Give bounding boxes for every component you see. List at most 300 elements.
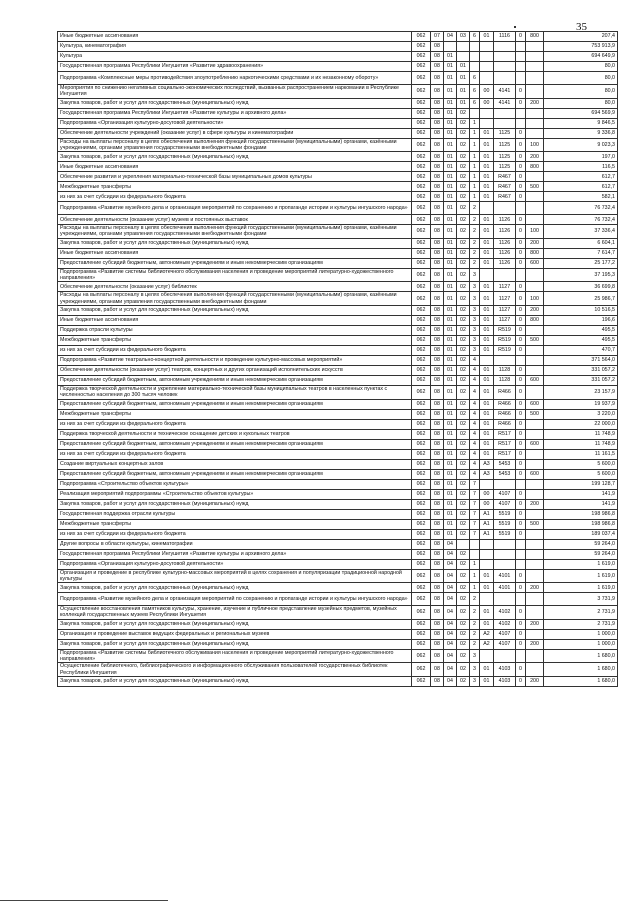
section-code: 08 xyxy=(431,72,444,85)
ministry-code: 062 xyxy=(412,593,431,606)
subprogram-code: 4 xyxy=(470,365,480,375)
direction-code: 1116 xyxy=(494,32,516,42)
direction-code: 1126 xyxy=(494,238,516,248)
section-code: 08 xyxy=(431,629,444,639)
activity-code: A2 xyxy=(480,629,494,639)
table-row xyxy=(58,509,618,519)
activity-code: 01 xyxy=(480,325,494,335)
section-code: 08 xyxy=(431,215,444,225)
ministry-code: 062 xyxy=(412,202,431,215)
expense-type-code: 200 xyxy=(526,583,544,593)
direction-code: 1127 xyxy=(494,315,516,325)
ministry-code: 062 xyxy=(412,152,431,162)
row-amount: 80,0 xyxy=(544,72,618,85)
activity-code: 01 xyxy=(480,225,494,239)
section-code: 08 xyxy=(431,569,444,583)
suffix-code: 0 xyxy=(516,85,526,99)
row-name: Предоставление субсидий бюджетным, автономным учреждениям и иным некоммерческим организациям xyxy=(58,399,412,409)
direction-code: R519 xyxy=(494,335,516,345)
activity-code: 01 xyxy=(480,439,494,449)
activity-code xyxy=(480,42,494,52)
table-row xyxy=(58,499,618,509)
suffix-code: 0 xyxy=(516,325,526,335)
subprogram-code: 1 xyxy=(470,172,480,182)
ministry-code: 062 xyxy=(412,375,431,385)
ministry-code: 062 xyxy=(412,559,431,569)
row-name: из них за счет субсидии из федерального бюджета xyxy=(58,345,412,355)
row-amount: 470,7 xyxy=(544,345,618,355)
ministry-code: 062 xyxy=(412,182,431,192)
suffix-code: 0 xyxy=(516,469,526,479)
row-amount: 1 000,0 xyxy=(544,639,618,649)
suffix-code: 0 xyxy=(516,606,526,620)
program-code: 02 xyxy=(457,619,470,629)
suffix-code xyxy=(516,268,526,282)
subsection-code: 01 xyxy=(444,182,457,192)
table-row xyxy=(58,449,618,459)
table-row xyxy=(58,305,618,315)
section-code: 08 xyxy=(431,593,444,606)
row-name: Подпрограмма «Организация культурно-досуговой деятельности» xyxy=(58,118,412,128)
activity-code: 01 xyxy=(480,606,494,620)
direction-code: 1125 xyxy=(494,152,516,162)
program-code: 02 xyxy=(457,549,470,559)
program-code: 02 xyxy=(457,325,470,335)
suffix-code: 0 xyxy=(516,629,526,639)
row-amount: 495,5 xyxy=(544,325,618,335)
subsection-code: 01 xyxy=(444,529,457,539)
direction-code: R517 xyxy=(494,449,516,459)
expense-type-code xyxy=(526,325,544,335)
direction-code: 1125 xyxy=(494,138,516,152)
ministry-code: 062 xyxy=(412,399,431,409)
ministry-code: 062 xyxy=(412,225,431,239)
ministry-code: 062 xyxy=(412,629,431,639)
subsection-code: 01 xyxy=(444,128,457,138)
ministry-code: 062 xyxy=(412,335,431,345)
expense-type-code: 800 xyxy=(526,162,544,172)
activity-code: 01 xyxy=(480,375,494,385)
direction-code: 4102 xyxy=(494,606,516,620)
table-row xyxy=(58,32,618,42)
table-row xyxy=(58,192,618,202)
expense-type-code xyxy=(526,529,544,539)
subsection-code: 04 xyxy=(444,549,457,559)
program-code: 02 xyxy=(457,449,470,459)
row-name: Подпрограмма «Организация культурно-досуговой деятельности» xyxy=(58,559,412,569)
activity-code: 01 xyxy=(480,282,494,292)
ministry-code: 062 xyxy=(412,138,431,152)
subsection-code: 01 xyxy=(444,315,457,325)
section-code: 08 xyxy=(431,62,444,72)
row-name: Закупка товаров, работ и услуг для государственных (муниципальных) нужд xyxy=(58,238,412,248)
suffix-code: 0 xyxy=(516,439,526,449)
direction-code: 1125 xyxy=(494,128,516,138)
activity-code: 01 xyxy=(480,399,494,409)
direction-code: 1127 xyxy=(494,305,516,315)
activity-code: 01 xyxy=(480,215,494,225)
program-code: 02 xyxy=(457,469,470,479)
expense-type-code xyxy=(526,593,544,606)
direction-code xyxy=(494,72,516,85)
row-amount: 59 264,0 xyxy=(544,539,618,549)
table-row xyxy=(58,539,618,549)
row-amount: 331 057,2 xyxy=(544,365,618,375)
table-row xyxy=(58,248,618,258)
direction-code: 4103 xyxy=(494,663,516,677)
row-name: Обеспечение деятельности (оказание услуг) библиотек xyxy=(58,282,412,292)
activity-code: 01 xyxy=(480,429,494,439)
ministry-code: 062 xyxy=(412,529,431,539)
table-row xyxy=(58,325,618,335)
subprogram-code: 2 xyxy=(470,248,480,258)
direction-code: 4107 xyxy=(494,499,516,509)
subsection-code: 01 xyxy=(444,399,457,409)
row-name: Закупка товаров, работ и услуг для государственных (муниципальных) нужд xyxy=(58,98,412,108)
program-code: 02 xyxy=(457,429,470,439)
activity-code: 01 xyxy=(480,449,494,459)
subprogram-code: 2 xyxy=(470,619,480,629)
row-amount: 199 128,7 xyxy=(544,479,618,489)
subsection-code: 01 xyxy=(444,268,457,282)
section-code: 08 xyxy=(431,606,444,620)
direction-code: R466 xyxy=(494,385,516,399)
row-name: Подпрограмма «Комплексные меры противодействия злоупотреблению наркотическими средствами и их незаконному обороту» xyxy=(58,72,412,85)
row-name: Закупка товаров, работ и услуг для государственных (муниципальных) нужд xyxy=(58,583,412,593)
budget-rows xyxy=(58,32,618,687)
suffix-code: 0 xyxy=(516,32,526,42)
direction-code xyxy=(494,355,516,365)
subprogram-code xyxy=(470,108,480,118)
subprogram-code xyxy=(470,539,480,549)
suffix-code: 0 xyxy=(516,305,526,315)
direction-code xyxy=(494,549,516,559)
section-code: 07 xyxy=(431,32,444,42)
expense-type-code: 500 xyxy=(526,182,544,192)
row-name: Подпрограмма «Развитие музейного дела и организация мероприятий по сохранению и пропаганде истории и культуры ингушского народа» xyxy=(58,202,412,215)
subprogram-code: 4 xyxy=(470,469,480,479)
table-row xyxy=(58,549,618,559)
subsection-code: 01 xyxy=(444,292,457,306)
expense-type-code: 200 xyxy=(526,499,544,509)
program-code: 02 xyxy=(457,192,470,202)
ministry-code: 062 xyxy=(412,385,431,399)
activity-code: 00 xyxy=(480,499,494,509)
section-code: 08 xyxy=(431,248,444,258)
subprogram-code: 3 xyxy=(470,676,480,686)
row-name: Расходы на выплаты персоналу в целях обеспечения выполнения функций государственными (муниципальными) органами, казёнными учреждениями, органами управления государственными внебюджетными фондами xyxy=(58,138,412,152)
ministry-code: 062 xyxy=(412,85,431,99)
section-code: 08 xyxy=(431,519,444,529)
table-row xyxy=(58,529,618,539)
expense-type-code: 600 xyxy=(526,439,544,449)
suffix-code: 0 xyxy=(516,162,526,172)
program-code: 02 xyxy=(457,138,470,152)
table-row xyxy=(58,663,618,677)
expense-type-code: 600 xyxy=(526,469,544,479)
suffix-code: 0 xyxy=(516,529,526,539)
expense-type-code xyxy=(526,215,544,225)
row-amount: 3 220,0 xyxy=(544,409,618,419)
suffix-code: 0 xyxy=(516,152,526,162)
program-code: 02 xyxy=(457,439,470,449)
expense-type-code xyxy=(526,192,544,202)
ministry-code: 062 xyxy=(412,72,431,85)
section-code: 08 xyxy=(431,138,444,152)
subsection-code: 01 xyxy=(444,365,457,375)
direction-code: 4103 xyxy=(494,676,516,686)
row-amount: 80,0 xyxy=(544,62,618,72)
row-name: Обеспечение деятельности учреждений (оказание услуг) в сфере культуры и кинематографии xyxy=(58,128,412,138)
row-amount: 1 680,0 xyxy=(544,649,618,663)
row-amount: 1 000,0 xyxy=(544,629,618,639)
table-row xyxy=(58,439,618,449)
row-name: Иные бюджетные ассигнования xyxy=(58,248,412,258)
program-code: 02 xyxy=(457,593,470,606)
suffix-code: 0 xyxy=(516,385,526,399)
row-amount: 141,9 xyxy=(544,499,618,509)
ministry-code: 062 xyxy=(412,315,431,325)
subsection-code: 01 xyxy=(444,419,457,429)
section-code: 08 xyxy=(431,559,444,569)
activity-code: A1 xyxy=(480,529,494,539)
row-amount: 76 732,4 xyxy=(544,202,618,215)
program-code: 02 xyxy=(457,529,470,539)
direction-code xyxy=(494,62,516,72)
suffix-code: 0 xyxy=(516,335,526,345)
table-row xyxy=(58,385,618,399)
subsection-code: 01 xyxy=(444,138,457,152)
section-code: 08 xyxy=(431,345,444,355)
row-name: Иные бюджетные ассигнования xyxy=(58,162,412,172)
program-code: 02 xyxy=(457,409,470,419)
row-name: Подпрограмма «Развитие системы библиотечного обслуживания населения и проведение мероприятий литературно-художественного направления» xyxy=(58,268,412,282)
program-code: 02 xyxy=(457,606,470,620)
suffix-code: 0 xyxy=(516,172,526,182)
activity-code: 01 xyxy=(480,238,494,248)
row-name: Закупка товаров, работ и услуг для государственных (муниципальных) нужд xyxy=(58,152,412,162)
program-code xyxy=(457,539,470,549)
activity-code xyxy=(480,549,494,559)
subprogram-code: 4 xyxy=(470,459,480,469)
subsection-code: 01 xyxy=(444,202,457,215)
row-name: Предоставление субсидий бюджетным, автономным учреждениям и иным некоммерческим организациям xyxy=(58,469,412,479)
program-code: 02 xyxy=(457,248,470,258)
direction-code: 1126 xyxy=(494,225,516,239)
program-code: 02 xyxy=(457,215,470,225)
table-row xyxy=(58,335,618,345)
subprogram-code: 7 xyxy=(470,519,480,529)
row-amount: 9 846,5 xyxy=(544,118,618,128)
ministry-code: 062 xyxy=(412,355,431,365)
ministry-code: 062 xyxy=(412,499,431,509)
ministry-code: 062 xyxy=(412,479,431,489)
row-name: из них за счет субсидии из федерального бюджета xyxy=(58,449,412,459)
subsection-code: 04 xyxy=(444,569,457,583)
suffix-code: 0 xyxy=(516,192,526,202)
subsection-code: 04 xyxy=(444,593,457,606)
ministry-code: 062 xyxy=(412,282,431,292)
row-name: Обеспечение деятельности (оказание услуг) театров, концертных и других организаций исполнительских искусств xyxy=(58,365,412,375)
program-code: 02 xyxy=(457,489,470,499)
subprogram-code xyxy=(470,52,480,62)
program-code: 02 xyxy=(457,268,470,282)
direction-code: R517 xyxy=(494,429,516,439)
section-code: 08 xyxy=(431,375,444,385)
activity-code: 01 xyxy=(480,345,494,355)
subprogram-code: 6 xyxy=(470,85,480,99)
expense-type-code xyxy=(526,202,544,215)
subsection-code xyxy=(444,42,457,52)
direction-code: 1127 xyxy=(494,282,516,292)
subsection-code: 01 xyxy=(444,449,457,459)
expense-type-code xyxy=(526,509,544,519)
ministry-code: 062 xyxy=(412,238,431,248)
expense-type-code xyxy=(526,663,544,677)
subsection-code: 01 xyxy=(444,215,457,225)
activity-code xyxy=(480,649,494,663)
subsection-code: 01 xyxy=(444,248,457,258)
direction-code xyxy=(494,52,516,62)
direction-code: R467 xyxy=(494,182,516,192)
ministry-code: 062 xyxy=(412,676,431,686)
section-code: 08 xyxy=(431,639,444,649)
section-code: 08 xyxy=(431,619,444,629)
row-amount: 1 619,0 xyxy=(544,583,618,593)
suffix-code xyxy=(516,62,526,72)
row-name: Предоставление субсидий бюджетным, автономным учреждениям и иным некоммерческим организациям xyxy=(58,258,412,268)
table-row xyxy=(58,569,618,583)
program-code: 02 xyxy=(457,419,470,429)
activity-code: 01 xyxy=(480,162,494,172)
ministry-code: 062 xyxy=(412,583,431,593)
subsection-code: 01 xyxy=(444,172,457,182)
row-name: Государственная программа Республики Ингушетия «Развитие здравоохранения» xyxy=(58,62,412,72)
table-row xyxy=(58,128,618,138)
program-code: 02 xyxy=(457,315,470,325)
suffix-code: 0 xyxy=(516,98,526,108)
table-row xyxy=(58,108,618,118)
row-name: Государственная программа Республики Ингушетия «Развитие культуры и архивного дела» xyxy=(58,549,412,559)
expense-type-code xyxy=(526,108,544,118)
activity-code: 01 xyxy=(480,583,494,593)
subprogram-code: 4 xyxy=(470,429,480,439)
direction-code: 1128 xyxy=(494,375,516,385)
section-code: 08 xyxy=(431,549,444,559)
section-code: 08 xyxy=(431,42,444,52)
row-amount: 11 161,5 xyxy=(544,449,618,459)
subprogram-code: 3 xyxy=(470,305,480,315)
subsection-code: 01 xyxy=(444,192,457,202)
expense-type-code: 200 xyxy=(526,639,544,649)
subprogram-code: 2 xyxy=(470,606,480,620)
section-code: 08 xyxy=(431,128,444,138)
row-amount: 37 195,3 xyxy=(544,268,618,282)
row-name: Осуществление библиотечного, библиографического и информационного обслуживания пользователей государственных библиотек Республики Ингушетия xyxy=(58,663,412,677)
suffix-code: 0 xyxy=(516,375,526,385)
direction-code: 5519 xyxy=(494,509,516,519)
row-amount: 25 986,7 xyxy=(544,292,618,306)
row-name: Культура xyxy=(58,52,412,62)
direction-code: 4107 xyxy=(494,629,516,639)
row-amount: 1 680,0 xyxy=(544,663,618,677)
table-row xyxy=(58,292,618,306)
program-code: 02 xyxy=(457,559,470,569)
activity-code: 00 xyxy=(480,85,494,99)
direction-code xyxy=(494,202,516,215)
activity-code: 01 xyxy=(480,248,494,258)
expense-type-code: 100 xyxy=(526,292,544,306)
row-amount: 23 157,9 xyxy=(544,385,618,399)
subsection-code: 01 xyxy=(444,439,457,449)
activity-code: 00 xyxy=(480,98,494,108)
subsection-code: 01 xyxy=(444,345,457,355)
ministry-code: 062 xyxy=(412,539,431,549)
row-amount: 612,7 xyxy=(544,172,618,182)
subsection-code: 01 xyxy=(444,85,457,99)
program-code xyxy=(457,52,470,62)
suffix-code xyxy=(516,355,526,365)
expense-type-code: 800 xyxy=(526,248,544,258)
row-name: Закупка товаров, работ и услуг для государственных (муниципальных) нужд xyxy=(58,639,412,649)
expense-type-code xyxy=(526,549,544,559)
row-amount: 371 564,0 xyxy=(544,355,618,365)
activity-code xyxy=(480,52,494,62)
expense-type-code xyxy=(526,52,544,62)
row-name: Межбюджетные трансферты xyxy=(58,519,412,529)
subsection-code: 01 xyxy=(444,519,457,529)
table-row xyxy=(58,52,618,62)
row-amount: 694 569,9 xyxy=(544,108,618,118)
table-row xyxy=(58,649,618,663)
table-row xyxy=(58,118,618,128)
subsection-code: 04 xyxy=(444,663,457,677)
program-code: 02 xyxy=(457,152,470,162)
table-row xyxy=(58,42,618,52)
activity-code: 01 xyxy=(480,128,494,138)
subprogram-code: 3 xyxy=(470,345,480,355)
suffix-code xyxy=(516,549,526,559)
row-name: Реализация мероприятий подпрограммы «Строительство объектов культуры» xyxy=(58,489,412,499)
direction-code xyxy=(494,268,516,282)
subsection-code: 01 xyxy=(444,509,457,519)
subprogram-code: 6 xyxy=(470,72,480,85)
row-amount: 7 614,7 xyxy=(544,248,618,258)
row-amount: 331 057,2 xyxy=(544,375,618,385)
program-code: 02 xyxy=(457,162,470,172)
suffix-code: 0 xyxy=(516,238,526,248)
subprogram-code: 1 xyxy=(470,583,480,593)
section-code: 08 xyxy=(431,118,444,128)
row-amount: 197,0 xyxy=(544,152,618,162)
table-row xyxy=(58,629,618,639)
ministry-code: 062 xyxy=(412,128,431,138)
expense-type-code xyxy=(526,419,544,429)
subprogram-code: 2 xyxy=(470,629,480,639)
expense-type-code: 200 xyxy=(526,305,544,315)
table-row xyxy=(58,489,618,499)
suffix-code: 0 xyxy=(516,282,526,292)
expense-type-code xyxy=(526,42,544,52)
row-name: Иные бюджетные ассигнования xyxy=(58,32,412,42)
program-code: 02 xyxy=(457,258,470,268)
table-row xyxy=(58,365,618,375)
row-amount: 19 937,9 xyxy=(544,399,618,409)
direction-code: 4101 xyxy=(494,569,516,583)
subsection-code: 01 xyxy=(444,499,457,509)
suffix-code xyxy=(516,559,526,569)
ministry-code: 062 xyxy=(412,62,431,72)
